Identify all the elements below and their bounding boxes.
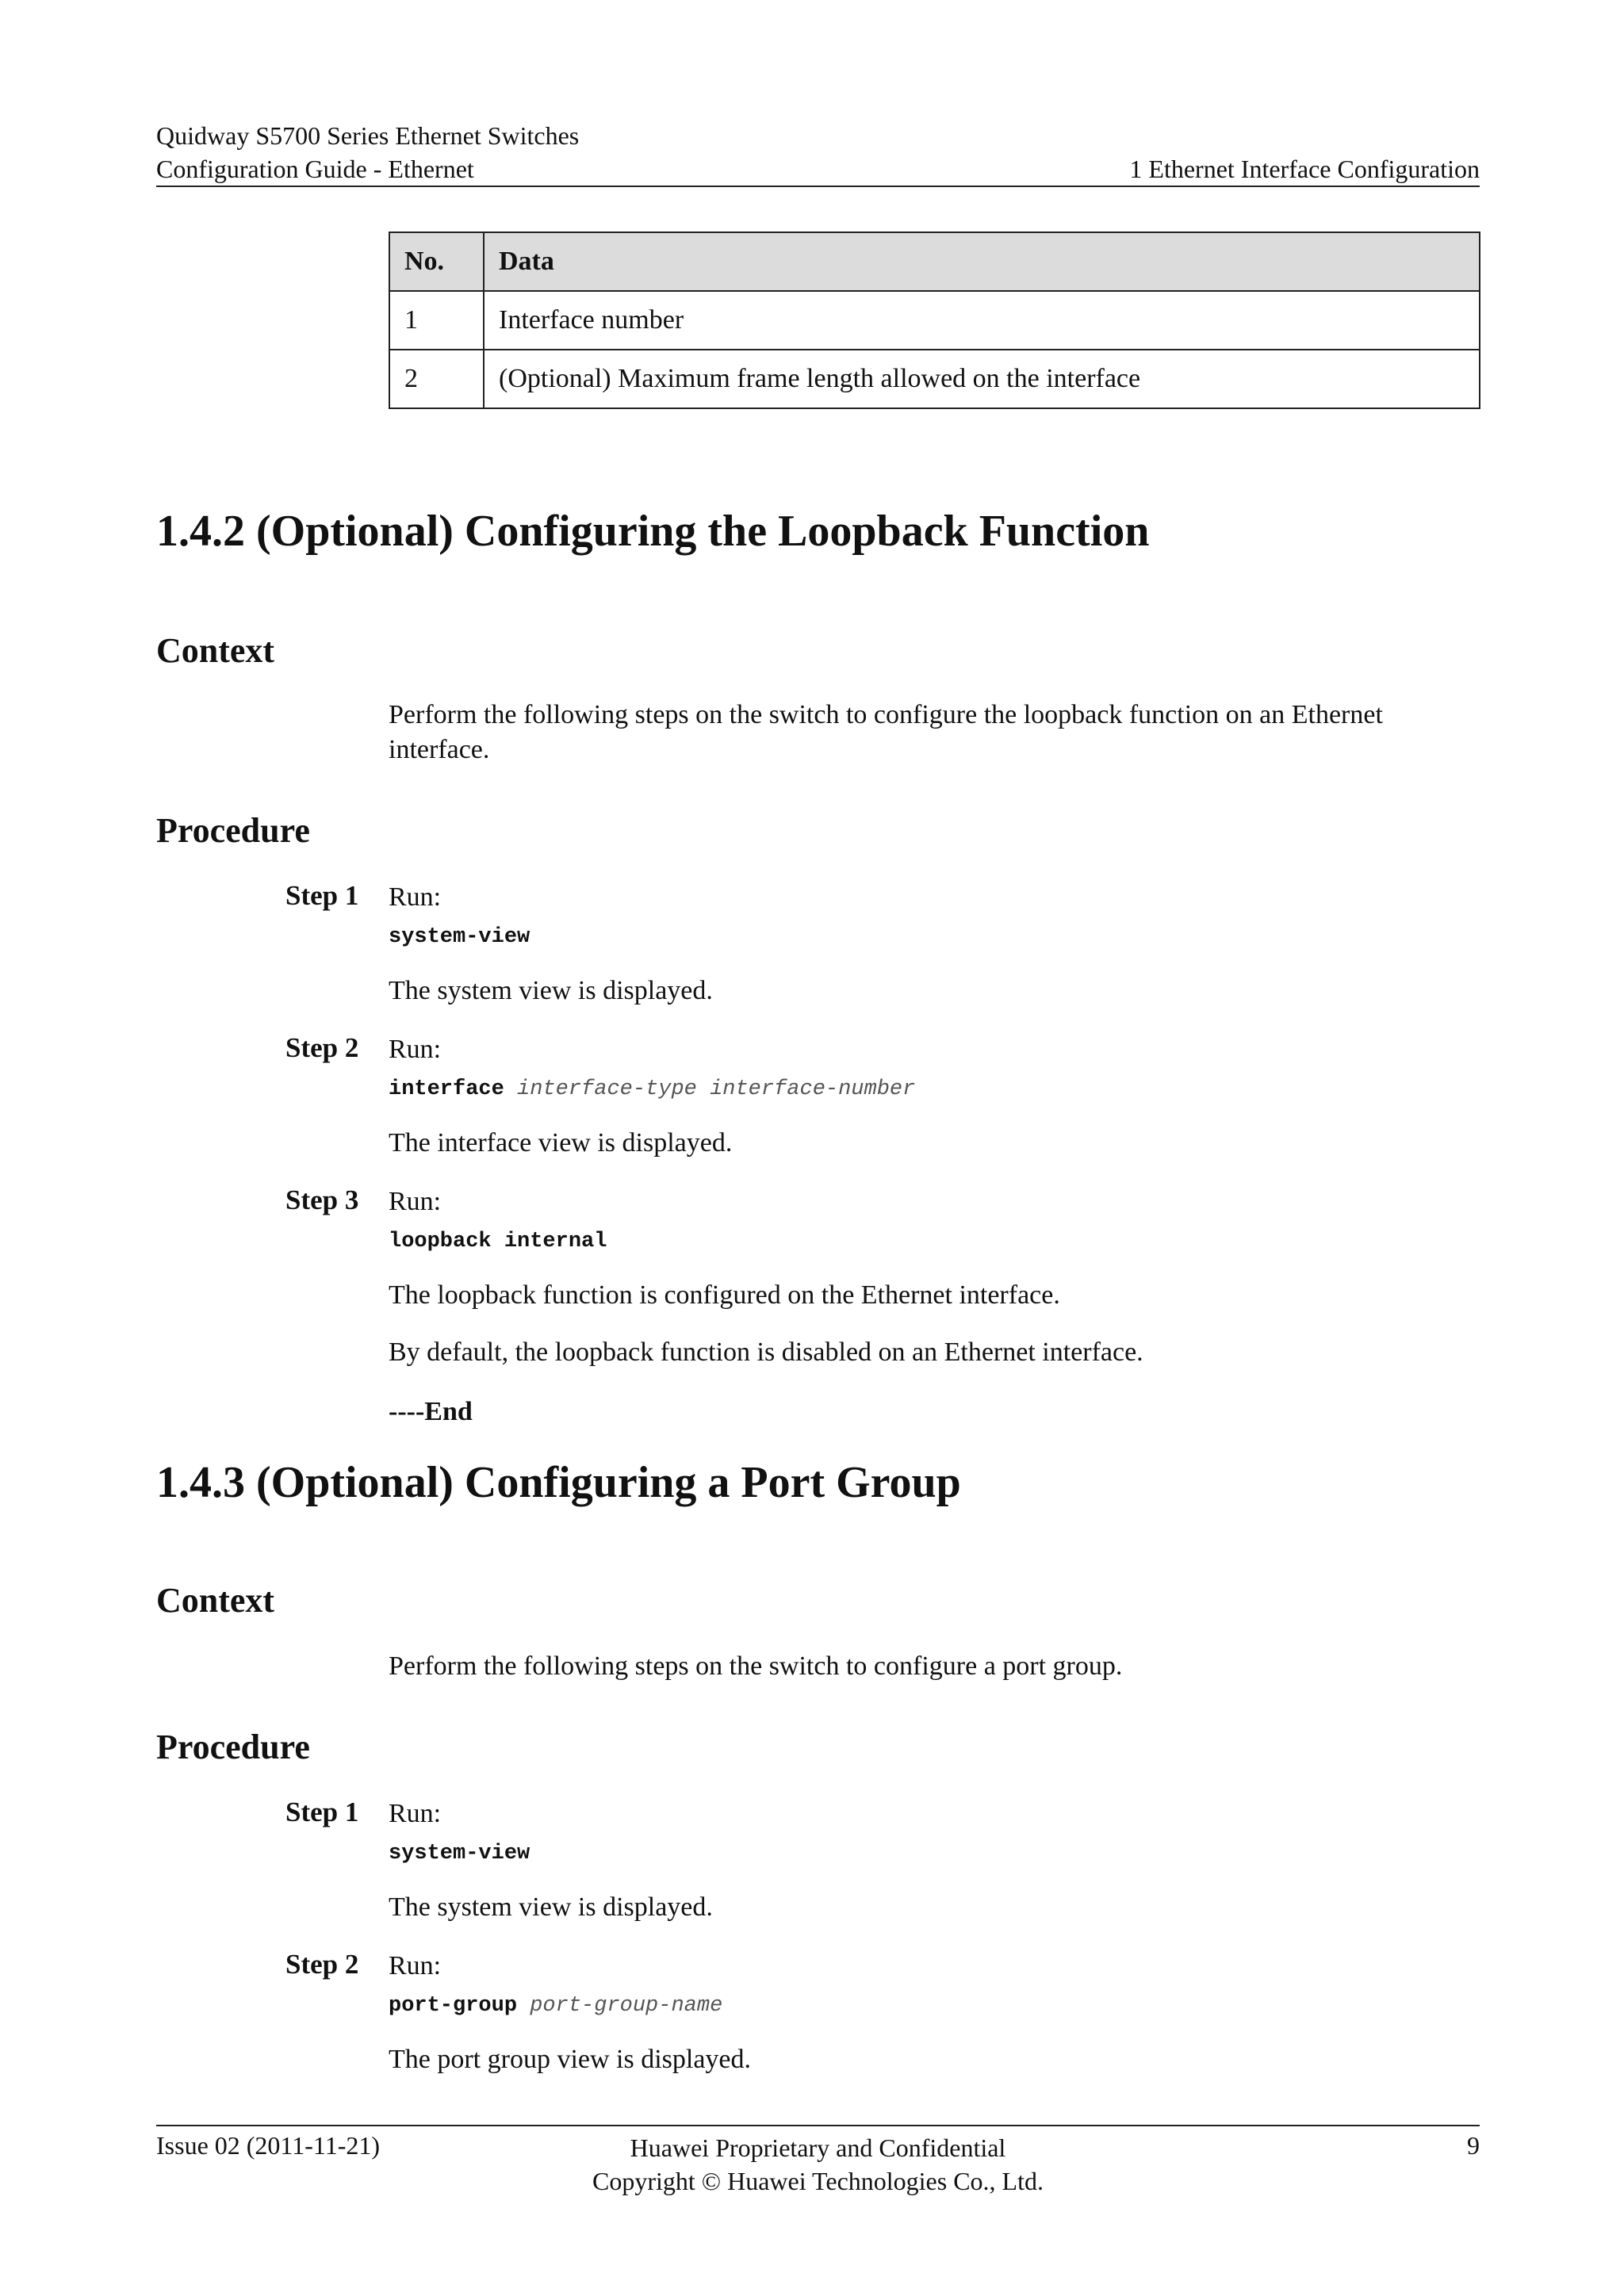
footer-issue: Issue 02 (2011-11-21) (156, 2131, 381, 2160)
command-keyword: loopback internal (389, 1230, 607, 1253)
procedure-heading: Procedure (156, 1728, 310, 1766)
step-result: The port group view is displayed. (389, 2045, 752, 2074)
footer-confidential (156, 2131, 1480, 2198)
footer-copyright: Copyright © Huawei Technologies Co., Ltd. (592, 2167, 1044, 2195)
page-number: 9 (1467, 2131, 1480, 2160)
step-run-text: Run: (389, 1951, 442, 1980)
step-run-text: Run: (389, 1035, 442, 1064)
table-row (389, 350, 1480, 408)
command-argument: port-group-name (530, 1994, 723, 2018)
step-label: Step 1 (285, 880, 359, 911)
command-keyword: system-view (389, 1842, 530, 1866)
command-line (389, 1994, 722, 2018)
step-label: Step 1 (285, 1797, 359, 1827)
step-result: The system view is displayed. (389, 976, 713, 1005)
step-label: Step 3 (285, 1184, 359, 1215)
table-cell: Interface number (484, 291, 1480, 350)
step-result: The interface view is displayed. (389, 1128, 733, 1158)
page-footer (156, 2125, 1480, 2206)
procedure-end-marker: ----End (389, 1397, 473, 1426)
step-result: The system view is displayed. (389, 1892, 713, 1922)
section-title-loopback: 1.4.2 (Optional) Configuring the Loopback Function (156, 507, 1150, 556)
command-line (389, 925, 530, 949)
command-line (389, 1842, 530, 1866)
table-cell: (Optional) Maximum frame length allowed on the interface (484, 350, 1480, 408)
context-heading: Context (156, 631, 275, 670)
command-keyword: system-view (389, 925, 530, 949)
step-run-text: Run: (389, 882, 442, 912)
command-line (389, 1077, 915, 1101)
table-header-data: Data (484, 232, 1480, 291)
table-cell: 2 (389, 350, 484, 408)
table-cell: 1 (389, 291, 484, 350)
header-chapter: 1 Ethernet Interface Configuration (1129, 155, 1480, 183)
footer-proprietary: Huawei Proprietary and Confidential (630, 2133, 1006, 2162)
command-line (389, 1230, 607, 1253)
context-text: Perform the following steps on the switch to configure the loopback function on an Ethernet interface. (389, 700, 1383, 764)
command-keyword: interface (389, 1077, 504, 1101)
step-run-text: Run: (389, 1799, 442, 1828)
step-label: Step 2 (285, 1949, 359, 1980)
page-header (156, 119, 1480, 187)
command-argument: interface-type interface-number (517, 1077, 916, 1101)
section-title-port-group: 1.4.3 (Optional) Configuring a Port Group (156, 1458, 961, 1507)
procedure-heading: Procedure (156, 811, 310, 850)
context-heading: Context (156, 1581, 275, 1620)
data-table (389, 232, 1480, 409)
table-header-no: No. (389, 232, 484, 291)
step-label: Step 2 (285, 1032, 359, 1063)
step-run-text: Run: (389, 1187, 442, 1216)
header-guide: Configuration Guide - Ethernet (156, 155, 474, 183)
table-header-row (389, 232, 1480, 291)
step-note: By default, the loopback function is disabled on an Ethernet interface. (389, 1337, 1143, 1367)
header-product: Quidway S5700 Series Ethernet Switches (156, 121, 580, 150)
step-result: The loopback function is configured on the Ethernet interface. (389, 1280, 1060, 1310)
command-keyword: port-group (389, 1994, 518, 2018)
table-row (389, 291, 1480, 350)
context-text: Perform the following steps on the switch to configure a port group. (389, 1651, 1123, 1681)
